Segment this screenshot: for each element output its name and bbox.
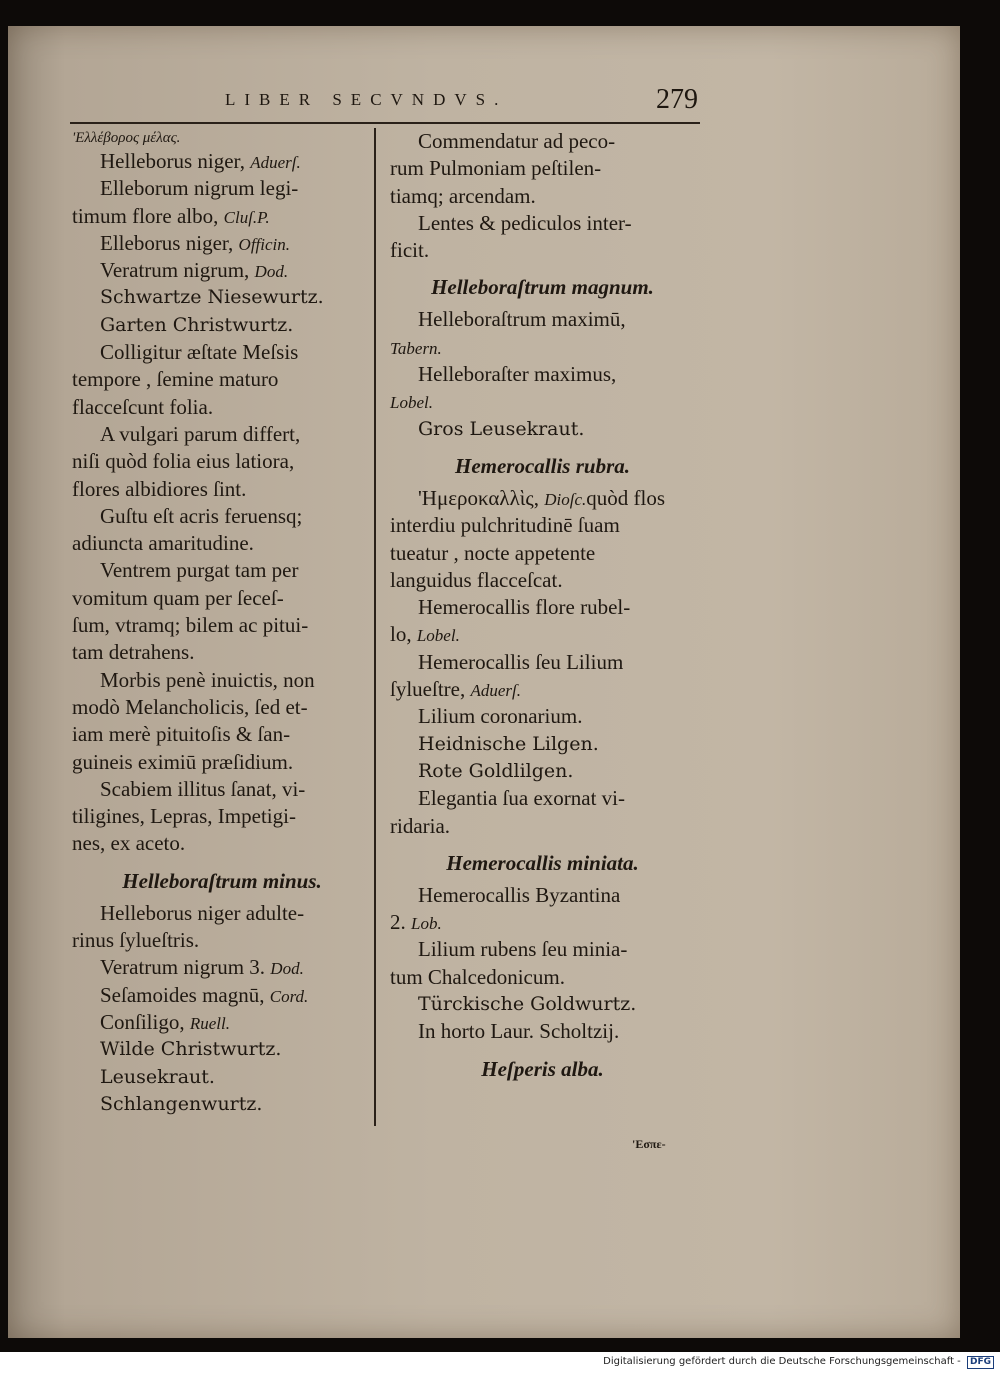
text-line (72, 1064, 372, 1091)
dfg-logo[interactable]: DFG (967, 1356, 994, 1369)
section-heading (390, 451, 695, 481)
text-line (390, 703, 695, 730)
line-text: flacceſcunt folia. (72, 394, 214, 419)
line-text: Guſtu eſt acris feruensq; (100, 503, 303, 528)
line-text: Lilium rubens ſeu minia- (418, 937, 628, 962)
line-text: Schlangenwurtz. (100, 1092, 263, 1115)
author-abbreviation: Cord. (269, 986, 309, 1006)
text-line (72, 448, 372, 475)
text-line (72, 776, 372, 803)
author-abbreviation: Tabern. (390, 338, 442, 358)
text-line (390, 512, 695, 539)
author-abbreviation: Dioſc. (544, 489, 587, 509)
text-line (72, 394, 372, 421)
text-line (72, 585, 372, 612)
line-text: In horto Laur. Scholtzij. (418, 1019, 620, 1044)
line-text: 'Ημεροκαλλὶς, (418, 485, 545, 510)
line-text: Lilium coronarium. (418, 704, 583, 729)
line-text: 2. (390, 910, 411, 935)
text-line (72, 557, 372, 584)
text-line (72, 284, 372, 311)
left-column (72, 128, 372, 1118)
text-line (390, 416, 695, 443)
text-line (390, 155, 695, 182)
text-line (390, 649, 695, 676)
line-text: Helleboraſter maximus, (418, 362, 617, 387)
line-text: Commendatur ad peco- (418, 129, 616, 153)
line-text: tiamq; arcendam. (390, 183, 536, 208)
line-text: Morbis penè inuictis, non (100, 667, 315, 692)
text-line (390, 621, 695, 648)
text-line (72, 230, 372, 257)
text-line (390, 1018, 695, 1045)
author-abbreviation: Ruell. (189, 1013, 230, 1033)
line-text: Seſamoides magnū, (100, 982, 270, 1007)
text-line (72, 203, 372, 230)
text-line (72, 612, 372, 639)
line-text: guineis eximiū præſidium. (72, 749, 294, 774)
author-abbreviation: Officin. (238, 234, 291, 254)
text-line (72, 148, 372, 175)
line-text: modò Melancholicis, ſed et- (72, 694, 308, 719)
catchword: 'Εσπε- (632, 1137, 666, 1151)
line-text-continued: quòd flos (586, 485, 666, 510)
line-text: Heidnische Lilgen. (418, 732, 599, 755)
line-text: Wilde Christwurtz. (100, 1038, 282, 1061)
text-line (72, 530, 372, 557)
line-text: Leusekraut. (100, 1065, 215, 1088)
author-abbreviation: Dod. (254, 262, 289, 282)
text-line (390, 306, 695, 333)
line-text: Helleborus niger, (100, 149, 251, 173)
text-line (390, 237, 695, 264)
line-text: Garten Christwurtz. (100, 313, 294, 336)
author-abbreviation: Dod. (270, 959, 304, 979)
text-line (390, 882, 695, 909)
header-rule (70, 122, 700, 124)
text-line (72, 721, 372, 748)
line-text: tempore , ſemine maturo (72, 367, 279, 392)
line-text: Helleboraſtrum minus. (122, 868, 322, 893)
section-heading (390, 848, 695, 878)
line-text: interdiu pulchritudinē ſuam (390, 513, 620, 538)
text-line (72, 476, 372, 503)
line-text: Helleboraſtrum maximū, (418, 307, 626, 332)
line-text: ſylueſtre, (390, 677, 471, 702)
line-text: Helleborus niger adulte- (100, 900, 305, 925)
section-heading (390, 1054, 695, 1084)
line-text: tum Chalcedonicum. (390, 964, 565, 989)
text-line (72, 1091, 372, 1118)
text-line (390, 388, 695, 415)
text-line (390, 991, 695, 1018)
text-line (390, 210, 695, 237)
line-text: Helleboraſtrum magnum. (431, 275, 654, 300)
text-line (72, 175, 372, 202)
line-text: Hemerocallis miniata. (446, 850, 639, 875)
line-text: iam merè pituitoſis & ſan- (72, 722, 291, 747)
line-text: Hemerocallis flore rubel- (418, 595, 631, 620)
line-text: languidus flacceſcat. (390, 567, 563, 592)
line-text: Gros Leusekraut. (418, 417, 585, 440)
author-abbreviation: Aduerſ. (470, 681, 522, 701)
right-column (390, 128, 695, 1088)
line-text: tam detrahens. (72, 640, 195, 665)
line-text: Hemerocallis rubra. (454, 453, 630, 478)
text-line (72, 339, 372, 366)
line-text: ſum, vtramq; bilem ac pitui- (72, 613, 309, 638)
line-text: rinus ſylueſtris. (72, 928, 200, 953)
section-heading (72, 866, 372, 896)
line-text: Elleborus niger, (100, 230, 239, 255)
column-divider (374, 128, 376, 1126)
text-line (390, 676, 695, 703)
text-line (72, 128, 372, 148)
line-text: rum Pulmoniam peſtilen- (390, 156, 602, 181)
text-line (390, 183, 695, 210)
line-text: tiligines, Lepras, Impetigi- (72, 804, 296, 829)
digitization-footer (603, 1356, 994, 1369)
text-line (390, 964, 695, 991)
section-heading (390, 272, 695, 302)
line-text: Türckische Goldwurtz. (418, 993, 637, 1016)
text-line (390, 909, 695, 936)
author-abbreviation: Lob. (411, 914, 442, 934)
text-line (390, 334, 695, 361)
line-text: Lentes & pediculos inter- (418, 210, 632, 235)
text-line (390, 594, 695, 621)
text-line (72, 803, 372, 830)
text-line (72, 639, 372, 666)
line-text: Conſiligo, (100, 1009, 190, 1034)
line-text: vomitum quam per ſeceſ- (72, 585, 284, 610)
line-text: flores albidiores ſint. (72, 476, 247, 501)
text-line (72, 503, 372, 530)
line-text: 'Ελλέβορος μέλας. (72, 130, 181, 146)
text-line (72, 749, 372, 776)
text-line (72, 900, 372, 927)
line-text: Heſperis alba. (481, 1056, 604, 1081)
line-text: Schwartze Niesewurtz. (100, 286, 324, 309)
text-line (72, 1036, 372, 1063)
line-text: lo, (390, 622, 417, 647)
line-text: Veratrum nigrum, (100, 258, 255, 283)
author-abbreviation: Lobel. (416, 626, 460, 646)
author-abbreviation: Aduerſ. (250, 153, 301, 172)
author-abbreviation: Cluſ.P. (223, 207, 270, 227)
text-line (390, 758, 695, 785)
author-abbreviation: Lobel. (390, 393, 433, 413)
text-line (72, 1009, 372, 1036)
text-line (390, 540, 695, 567)
text-line (390, 128, 695, 155)
text-line (72, 366, 372, 393)
text-line (390, 361, 695, 388)
text-line (72, 982, 372, 1009)
text-line (390, 936, 695, 963)
text-line (72, 830, 372, 857)
line-text: Elleborum nigrum legi- (100, 176, 299, 201)
text-line (72, 927, 372, 954)
line-text: Ventrem purgat tam per (100, 558, 299, 583)
page-number: 279 (656, 84, 698, 115)
text-line (72, 694, 372, 721)
text-line (390, 731, 695, 758)
line-text: niſi quòd folia eius latiora, (72, 449, 295, 474)
text-line (390, 785, 695, 812)
line-text: adiuncta amaritudine. (72, 531, 254, 556)
text-line (72, 954, 372, 981)
text-line (390, 485, 695, 512)
footer-text: Digitalisierung gefördert durch die Deutsche Forschungsgemeinschaft - (603, 1356, 961, 1367)
line-text: Rote Goldlilgen. (418, 759, 574, 782)
line-text: Hemerocallis ſeu Lilium (418, 649, 624, 674)
running-head: LIBER SECVNDVS. (225, 90, 508, 109)
line-text: Elegantia ſua exornat vi- (418, 786, 625, 811)
line-text: Scabiem illitus ſanat, vi- (100, 776, 306, 801)
line-text: Veratrum nigrum 3. (100, 955, 271, 980)
line-text: nes, ex aceto. (72, 831, 186, 856)
line-text: ridaria. (390, 813, 451, 838)
line-text: Hemerocallis Byzantina (418, 882, 621, 907)
text-line (72, 667, 372, 694)
text-line (390, 813, 695, 840)
line-text: timum flore albo, (72, 203, 224, 228)
line-text: tueatur , nocte appetente (390, 540, 596, 565)
text-line (390, 567, 695, 594)
line-text: ficit. (390, 238, 430, 263)
line-text: A vulgari parum differt, (100, 421, 301, 446)
text-line (72, 421, 372, 448)
text-line (72, 257, 372, 284)
text-line (72, 312, 372, 339)
line-text: Colligitur æſtate Meſsis (100, 340, 299, 365)
